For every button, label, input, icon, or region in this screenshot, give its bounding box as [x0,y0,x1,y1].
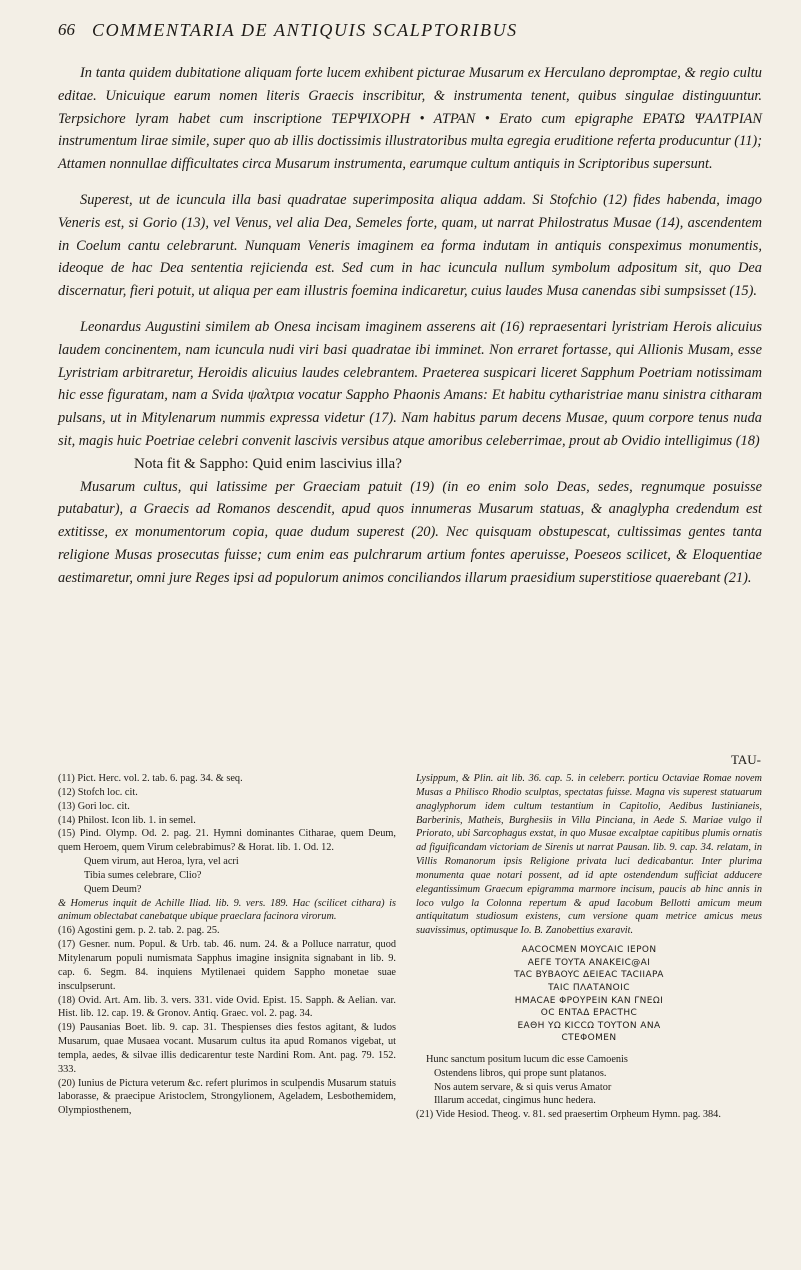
footnotes-right-column [416,772,762,1122]
paragraph-4: Musarum cultus, qui latissime per Graeciam patuit (19) (in eo enim solo Deas, sedes, regnumque posuisse putabatur), a Graecis ad Romanos descendit, apud quos innumeras Musarum statuas, & anaglypha credendum est extitisse, ex monumentorum copia, quae dudum superest (20). Nec quisquam obstupescat, cultissimas gentes tanta religione Musas prosecutas fuisse; cum enim eas pulchrarum artium fontes aperuisse, Poeseos scilicet, & Eloquentiae aestimaretur, omni jure Reges ipsi ad populorum animos conciliandos illarum praesidium superstitiose quaerebant (21). [58,478,762,586]
page-number: 66 [58,20,75,39]
paragraph-1: In tanta quidem dubitatione aliquam forte lucem exhibent picturae Musarum ex Herculano depromptae, & regio cultu editae. Unicuique earum nomen literis Graecis inscribitur, & instrumenta tenent, quibus singulae distinguuntur. Terpsichore lyram habet cum inscriptione TEPΨIXOPH • ATPAN • Erato cum epigraphe EPATΩ ΨAΛTPIAN instrumentum lirae simile, super quo ab illis doctissimis illustratoribus multa egregia eruditione referta producuntur (11); Attamen nonnullae difficultates circa Musarum instrumenta, earumque cultum antiquis in Scriptoribus supersunt. [58,65,762,173]
latin-verse-line: Illarum accedat, cingimus hunc hedera. [434,1095,596,1107]
footnote-12: (12) Stofch loc. cit. [58,786,138,798]
footnote-17: (17) Gesner. num. Popul. & Urb. tab. 46. num. 24. & a Polluce narratur, quod Mitylenarum populi numismata Sapphus imagine insignita signabant in lib. 9. cap. 6. Segm. 84. inquiens Mytilenaei quidem Sappho monetae suae insculpserunt. [58,939,396,992]
footnote-16: (16) Agostini gem. p. 2. tab. 2. pag. 25. [58,925,220,937]
latin-verse-line: Ostendens libros, qui prope sunt platanos. [434,1067,607,1079]
catchword: TAU- [730,752,761,767]
greek-line: AACOCMEN MOYCAIC IEPON [521,945,657,956]
greek-line: OC ENTAΔ EPACTHC [540,1008,638,1019]
greek-line: TAIC ΠΛΑΤΑΝΟΙC [548,982,630,993]
latin-translation-first: Hunc sanctum positum lucum dic esse Camoenis [426,1053,628,1065]
main-text [58,62,762,603]
paragraph-3: Leonardus Augustini similem ab Onesa incisam imaginem asserens ait (16) repraesentari lyristriam Herois alicuius laudem concinentem, nam icuncula nudi viri basi quadratae ibi imminet. Non erraret fortasse, qui Allionis Musam, esse Lyristriam arbitraretur, Heroidis alicuius laudes celebrantem. Praeterea suspicari liceret Sapphum Poetriam notissimam hic esse figuratam, nam a Svida ψαλτρια vocatur Sappho Phaonis Amans: Et habitu cytharistriae manu sinistra citharam pulsans, ut in Mitylenarum nummis expressa videtur (17). Nam habitus parum decens Musae, quum corpore tenus nuda sit, magis huic Poetriae celebri convenit lascivis versibus atque amoribus celeberrimae, prout ab Ovidio intelligimus (18) [58,318,762,449]
greek-line: AEΓE TOYTA ANAKEIC@AI [527,957,651,968]
paragraph-2: Superest, ut de icuncula illa basi quadratae superimposita aliqua addam. Si Stofchio (12) fides habenda, imago Veneris est, si Gorio (13), vel Venus, vel alia Dea, Semeles forte, quam, ut narrat Philostratus Musae (14), ascendentem in Coelum cantu celebrarunt. Nunquam Veneris imaginem ea forma indutam in antiquis conspeximus monumentis, ideoque de hac Dea sententia rejicienda est. Sed cum in hac icuncula nullum symbolum adpositum sit, quo Dea discernatur, fieri potuit, ut aliqua per eam illustris foemina indicaretur, cuius laudes Musa canendas sibi sumpsisset (15). [58,191,762,300]
running-title: COMMENTARIA DE ANTIQUIS SCALPTORIBUS [92,20,518,40]
greek-epigram [416,944,762,1045]
verse-line: Tibia sumes celebrare, Clio? [84,869,202,881]
verse-line: Quem virum, aut Heroa, lyra, vel acri [84,856,239,868]
greek-line: HMACAE ΦΡΟΥΡΕΙΝ KAN ΓΝΕΩΙ [514,995,664,1006]
greek-line: CTEΦOMEN [561,1033,617,1044]
footnote-19: (19) Pausanias Boet. lib. 9. cap. 31. Thespienses dies festos agitant, & ludos Musarum, quae Musaea vocant. Musarum cultus ita apud Romanos vigebat, ut templa, aedes, & silvae illis dedicarentur teste Nardini Rom. Ant. pag. 79. 152. 333. [58,1022,396,1075]
footnote-14: (14) Philost. Icon lib. 1. in semel. [58,814,196,826]
footnote-21: (21) Vide Hesiod. Theog. v. 81. sed praesertim Orpheum Hymn. pag. 384. [416,1109,721,1121]
verse-line: Quem Deum? [84,883,142,895]
quotation-line: Nota fit & Sappho: Quid enim lascivius illa? [134,455,402,472]
footnote-20-continued: Lysippum, & Plin. ait lib. 36. cap. 5. in celeberr. porticu Octaviae Romae novem Musas a Philisco Rhodio sculptas, spectatas fuisse. Magna vis superest statuarum anaglyphorum idem cultum testantium in Capitolio, Aedibus Iustinianeis, Barberinis, Matheis, Burghesiis in Villa Pinciana, in Aede S. Mariae vulgo il Priorato, ubi Sarcophagus exstat, in quo Musae excalptae capitibus plumis ornatis ad figuificandam victoriam de Sirenis ut narrat Pausan. lib. 9. cap. 34. relatam, in Villis Romanorum ipsis Religione privata luci dedicabantur. Inter plurima monumenta quae notari possent, ad id apte ostendendum sufficiat adducere elegantissimum Graecum epigramma marmore incisum, paucis ab hinc annis in loco vulgo la Colonna repertum & apud Iacobum Bellotti amicum meum antiquitatum studiosum existens, cum versione quam metrice amicus meus suavissimus, optimusque Io. B. Zanobettius exaravit. [416,773,762,937]
greek-line: EAΘH ΥΩ KICCΩ TOYTON ANA [517,1020,661,1031]
footnote-15-continued: & Homerus inquit de Achille Iliad. lib. 9. vers. 189. Hac (scilicet cithara) is animum oblectabat canebatque ubique praeclara facinora virorum. [58,897,396,923]
footnote-20: (20) Iunius de Pictura veterum &c. refert plurimos in sculpendis Musarum statuis laborasse, & praecipue Aristoclem, Strongylionem, Ageladem, Lesbothemidem, Olympiosthenem, [58,1077,396,1117]
footnote-11: (11) Pict. Herc. vol. 2. tab. 6. pag. 34. & seq. [58,773,243,784]
greek-line: TAC BYBAOYC ΔEIEAC TACIIAPA [514,970,664,981]
latin-verse-line: Nos autem servare, & si quis verus Amator [434,1081,612,1093]
footnote-13: (13) Gori loc. cit. [58,800,130,812]
page-header [58,20,758,44]
footnotes-left-column [58,772,396,1118]
footnote-18: (18) Ovid. Art. Am. lib. 3. vers. 331. vide Ovid. Epist. 15. Sapph. & Aelian. var. Hist. lib. 12. cap. 19. & Gronov. Antiq. Graec. vol. 2. pag. 34. [58,994,396,1020]
footnote-15: (15) Pind. Olymp. Od. 2. pag. 21. Hymni dominantes Citharae, quem Deum, quem Heroem, quem Virum celebrabimus? & Horat. lib. 1. Od. 12. [58,828,396,854]
